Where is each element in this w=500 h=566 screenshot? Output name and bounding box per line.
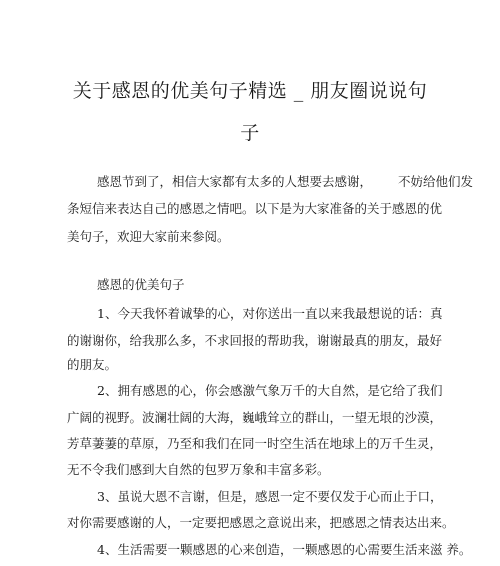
paragraph-2-line-1: 2、拥有感恩的心，你会感激气象万千的大自然，是它给了我们 (97, 383, 443, 398)
paragraph-2-line-4: 无不令我们感到大自然的包罗万象和丰富多彩。 (67, 462, 330, 477)
intro-line-1 (97, 174, 473, 190)
document-title-line-2: 子 (240, 122, 260, 144)
paragraph-4-line-1: 4、生活需要一颗感恩的心来创造，一颗感恩的心需要生活来滋 养。 (97, 542, 472, 557)
paragraph-1-line-3: 的朋友。 (67, 357, 118, 372)
paragraph-3-line-1: 3、虽说大恩不言谢，但是，感恩一定不要仅发于心而止于口， (97, 489, 443, 504)
intro-line-1-b: 不妨给他们发 (398, 174, 474, 189)
paragraph-3-line-2: 对你需要感谢的人，一定要把感恩之意说出来，把感恩之情表达出来。 (67, 515, 455, 530)
document-title-line-1: 关于感恩的优美句子精选 _ 朋友圈说说句 (72, 80, 428, 102)
section-heading: 感恩的优美句子 (97, 277, 185, 292)
intro-line-1-a: 感恩节到了，相信大家都有太多的人想要去感谢， (97, 174, 373, 189)
paragraph-1-line-1: 1、今天我怀着诚挚的心，对你送出一直以来我最想说的话：真 (97, 306, 443, 321)
paragraph-2-line-3: 芳草萋萋的草原，乃至和我们在同一时空生活在地球上的万千生灵， (67, 436, 443, 451)
intro-line-3: 美句子，欢迎大家前来参阅。 (67, 229, 230, 244)
paragraph-2-line-2: 广阔的视野。波澜壮阔的大海，巍峨耸立的群山，一望无垠的沙漠， (67, 410, 443, 425)
paragraph-1-line-2: 的谢谢你，给我那么多，不求回报的帮助我，谢谢最真的朋友，最好 (67, 333, 443, 348)
intro-line-2: 条短信来表达自己的感恩之情吧。以下是为大家准备的关于感恩的优 (67, 201, 443, 216)
